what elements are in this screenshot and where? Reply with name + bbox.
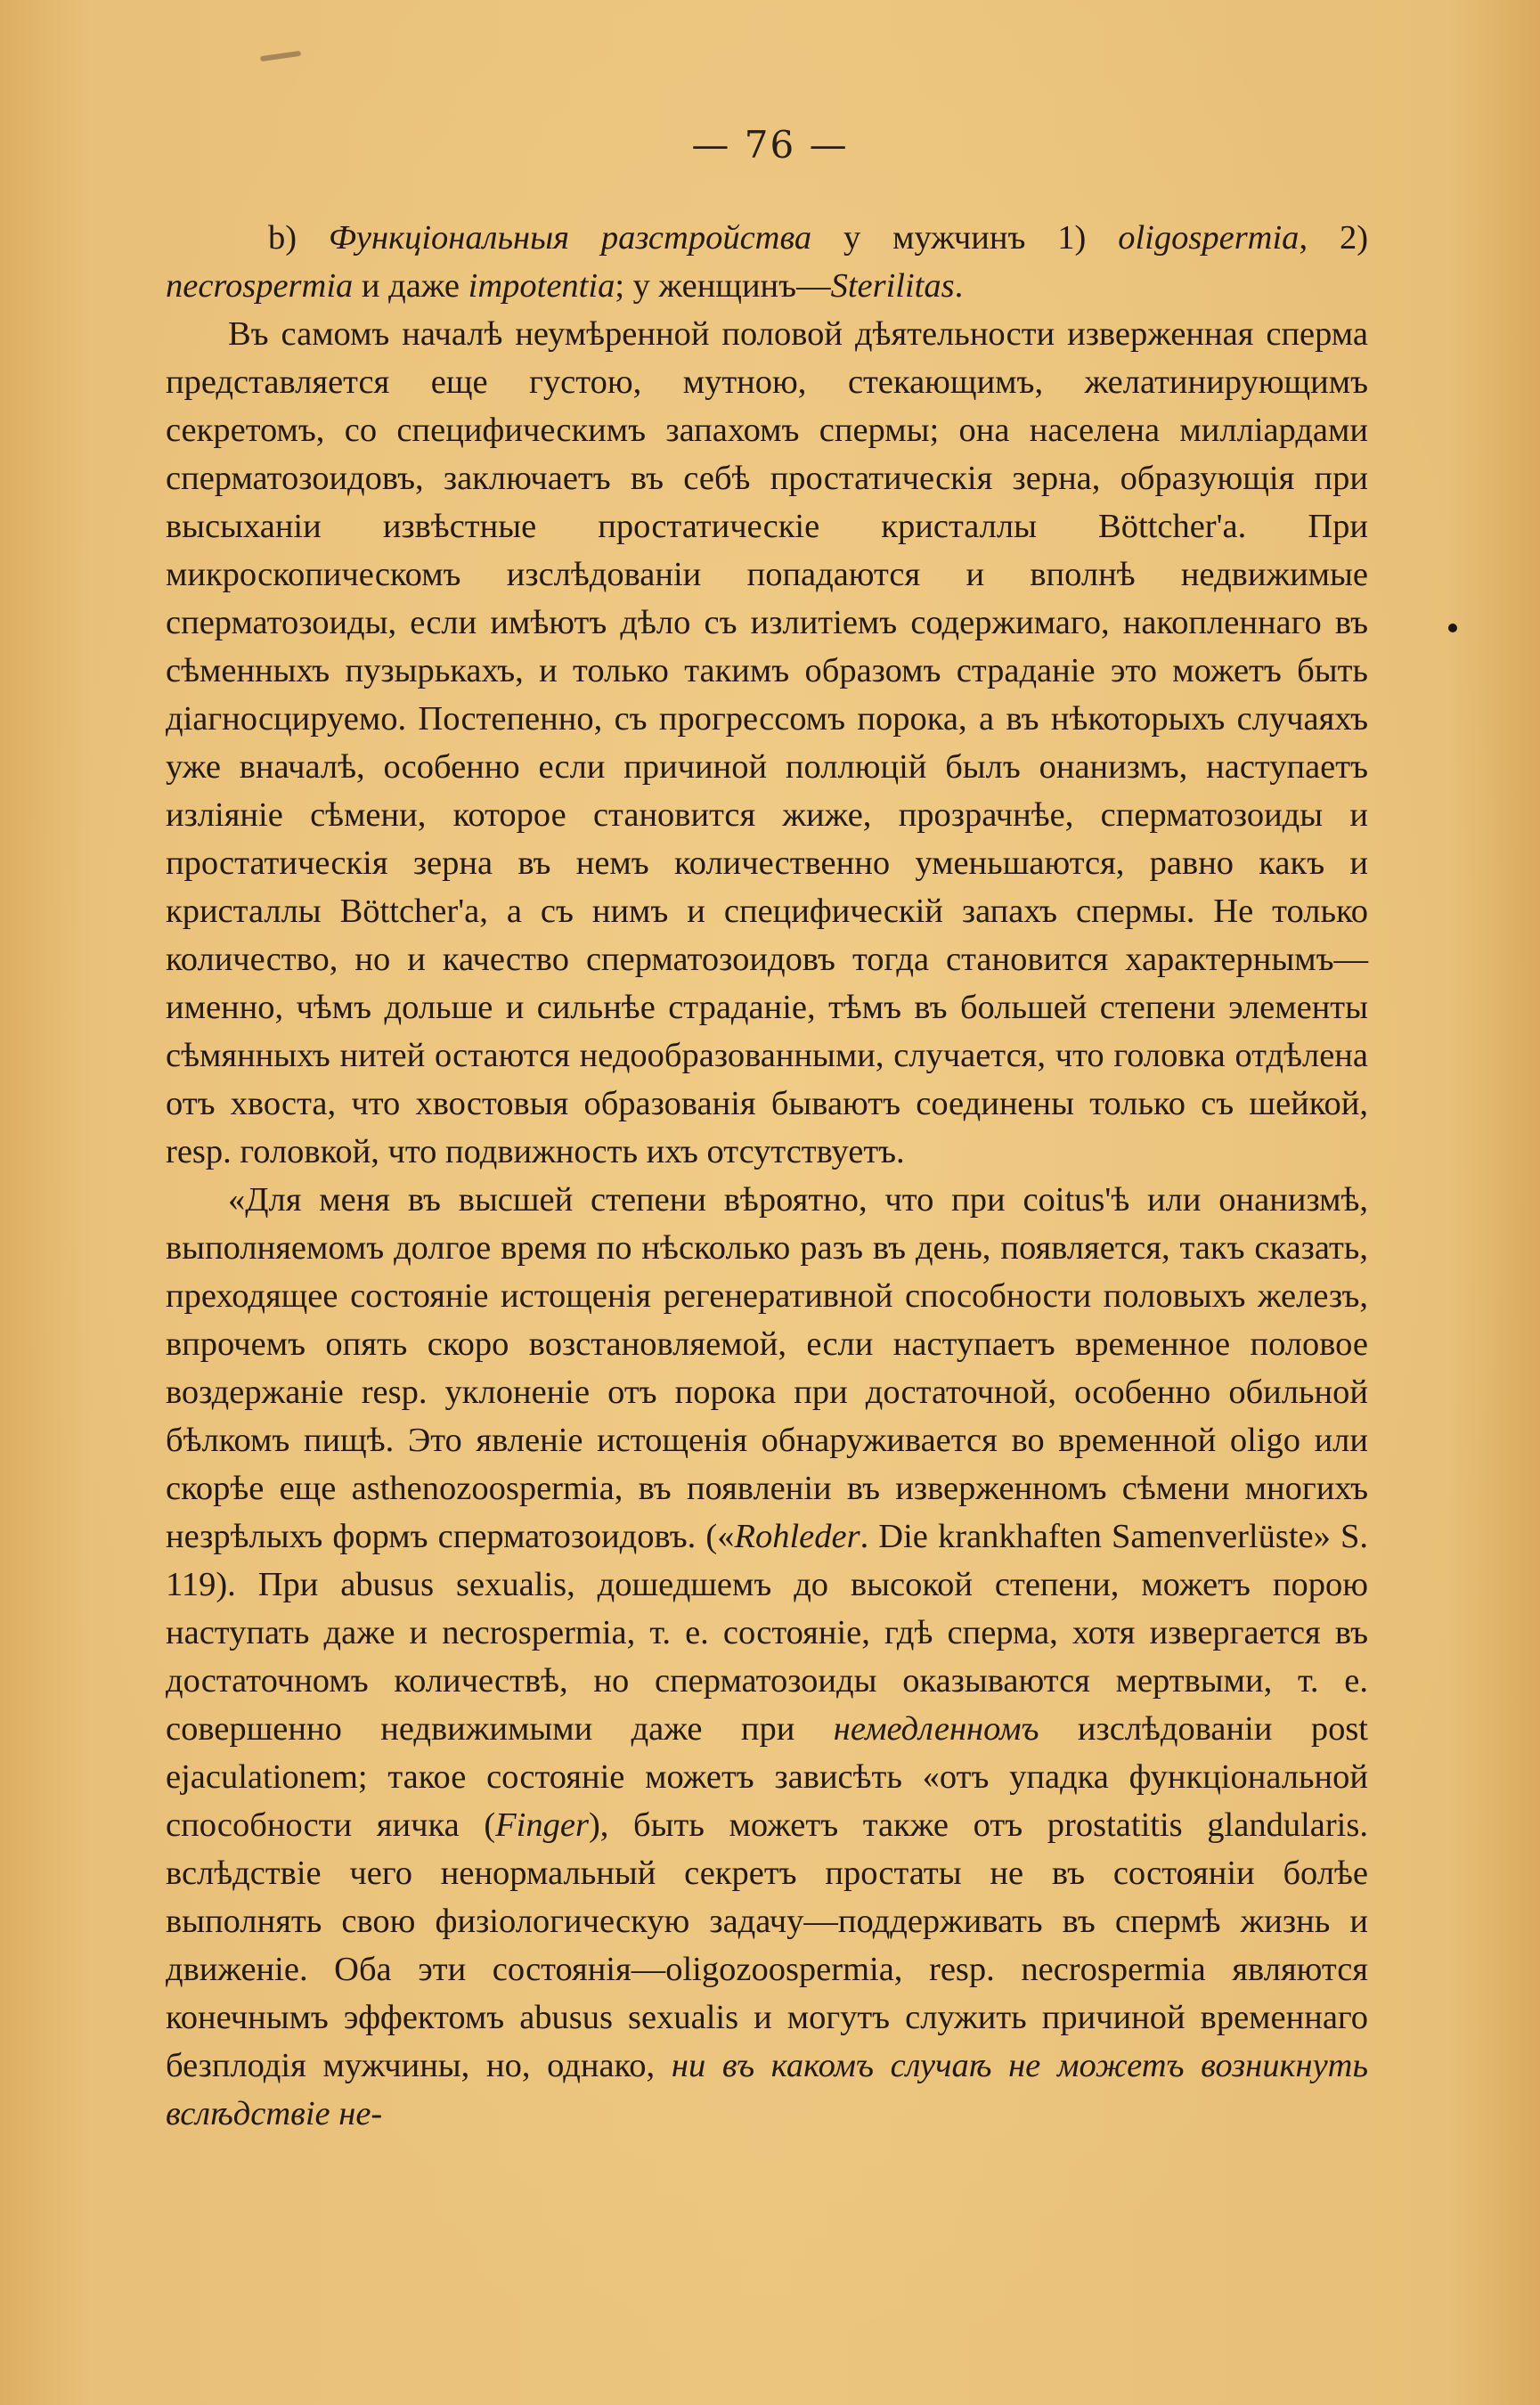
paragraph	[166, 214, 1368, 310]
text-run: . Die krankhaften Samenverlüste» S. 119). При abusus sexualis, дошедшемъ до высокой степени, можетъ порою наступать даже и necrospermia, т. е. состояніе, гдѣ сперма, хотя извергается въ достаточномъ количествѣ, но сперматозоиды оказываются мертвыми, т. е. совершенно недвижимыми даже при	[166, 1518, 1368, 1748]
paragraph	[166, 1176, 1368, 2138]
ink-dot	[1448, 624, 1457, 632]
italic-text: Функціональныя разстройства	[328, 219, 812, 257]
body-text	[166, 214, 1368, 2138]
text-run: , 2)	[1299, 219, 1369, 257]
text-run: у мужчинъ 1)	[811, 219, 1119, 257]
text-run: ), быть можетъ также отъ prostatitis glandularis. вслѣдствіе чего ненормальный секретъ простаты не въ состояніи болѣе выполнять свою физіологическую задачу—поддерживать въ спермѣ жизнь и движеніе. Оба эти состоянія—oligozoospermia, resp. necrospermia являются конечнымъ эффектомъ abusus sexualis и могутъ служить причиной временнаго безплодія мужчины, но, однако,	[166, 1806, 1368, 2084]
italic-text: Finger	[495, 1806, 589, 1844]
italic-text: ни въ какомъ случаѣ не можетъ возникнуть вслѣдствіе не-	[166, 2047, 1368, 2132]
text-run: изслѣдованіи post ejaculationem; такое состояніе можетъ зависѣть «отъ упадка функціональной способности яичка (	[166, 1710, 1369, 1844]
paragraph	[166, 310, 1368, 1176]
italic-text: немедленномъ	[833, 1710, 1039, 1748]
text-run: b)	[268, 219, 329, 257]
text-run: и даже	[353, 267, 469, 305]
italic-text: oligospermia	[1118, 219, 1300, 257]
text-run: .	[954, 267, 964, 305]
page-number: — 76 —	[691, 123, 849, 167]
ink-smudge	[260, 51, 301, 61]
text-run: Въ самомъ началѣ неумѣренной половой дѣятельности изверженная сперма представляется еще густою, мутною, стекающимъ, желатинирующимъ секретомъ, со специфическимъ запахомъ спермы; она населена милліардами сперматозоидовъ, заключаетъ въ себѣ простатическія зерна, образующія при высыханіи извѣстные простатическіе кристаллы Böttcher'a. При микроскопическомъ изслѣдованіи попадаются и вполнѣ недвижимые сперматозоиды, если имѣютъ дѣло съ излитіемъ содержимаго, накопленнаго въ сѣменныхъ пузырькахъ, и только такимъ образомъ страданіе это можетъ быть діагносцируемо. Постепенно, съ прогрессомъ порока, а въ нѣкоторыхъ случаяхъ уже вначалѣ, особенно если причиной поллюцій былъ онанизмъ, наступаетъ изліяніе сѣмени, которое становится жиже, прозрачнѣе, сперматозоиды и простатическія зерна въ немъ количественно уменьшаются, равно какъ и кристаллы Böttcher'a, а съ нимъ и специфическій запахъ спермы. Не только количество, но и качество сперматозоидовъ тогда становится характернымъ—именно, чѣмъ дольше и сильнѣе страданіе, тѣмъ въ большей степени элементы сѣмянныхъ нитей остаются недообразованными, случается, что головка отдѣлена отъ хвоста, что хвостовыя образованія бываютъ соединены только съ шейкой, resp. головкой, что подвижность ихъ отсутствуетъ.	[166, 315, 1368, 1170]
italic-text: Rohleder	[734, 1518, 860, 1555]
italic-text: Sterilitas	[830, 267, 955, 305]
italic-text: impotentia	[468, 267, 615, 305]
text-run: ; у женщинъ—	[615, 267, 831, 305]
text-run: «Для меня въ высшей степени вѣроятно, что при coitus'ѣ или онанизмѣ, выполняемомъ долгое время по нѣсколько разъ въ день, появляется, такъ сказать, преходящее состояніе истощенія регенеративной способности половыхъ железъ, впрочемъ опять скоро возстановляемой, если наступаетъ временное половое воздержаніе resp. уклоненіе отъ порока при достаточной, особенно обильной бѣлкомъ пищѣ. Это явленіе истощенія обнаруживается во временной oligo или скорѣе еще asthenozoospermia, въ появленіи въ изверженномъ сѣмени многихъ незрѣлыхъ формъ сперматозоидовъ. («	[166, 1181, 1368, 1555]
italic-text: necrospermia	[166, 267, 354, 305]
